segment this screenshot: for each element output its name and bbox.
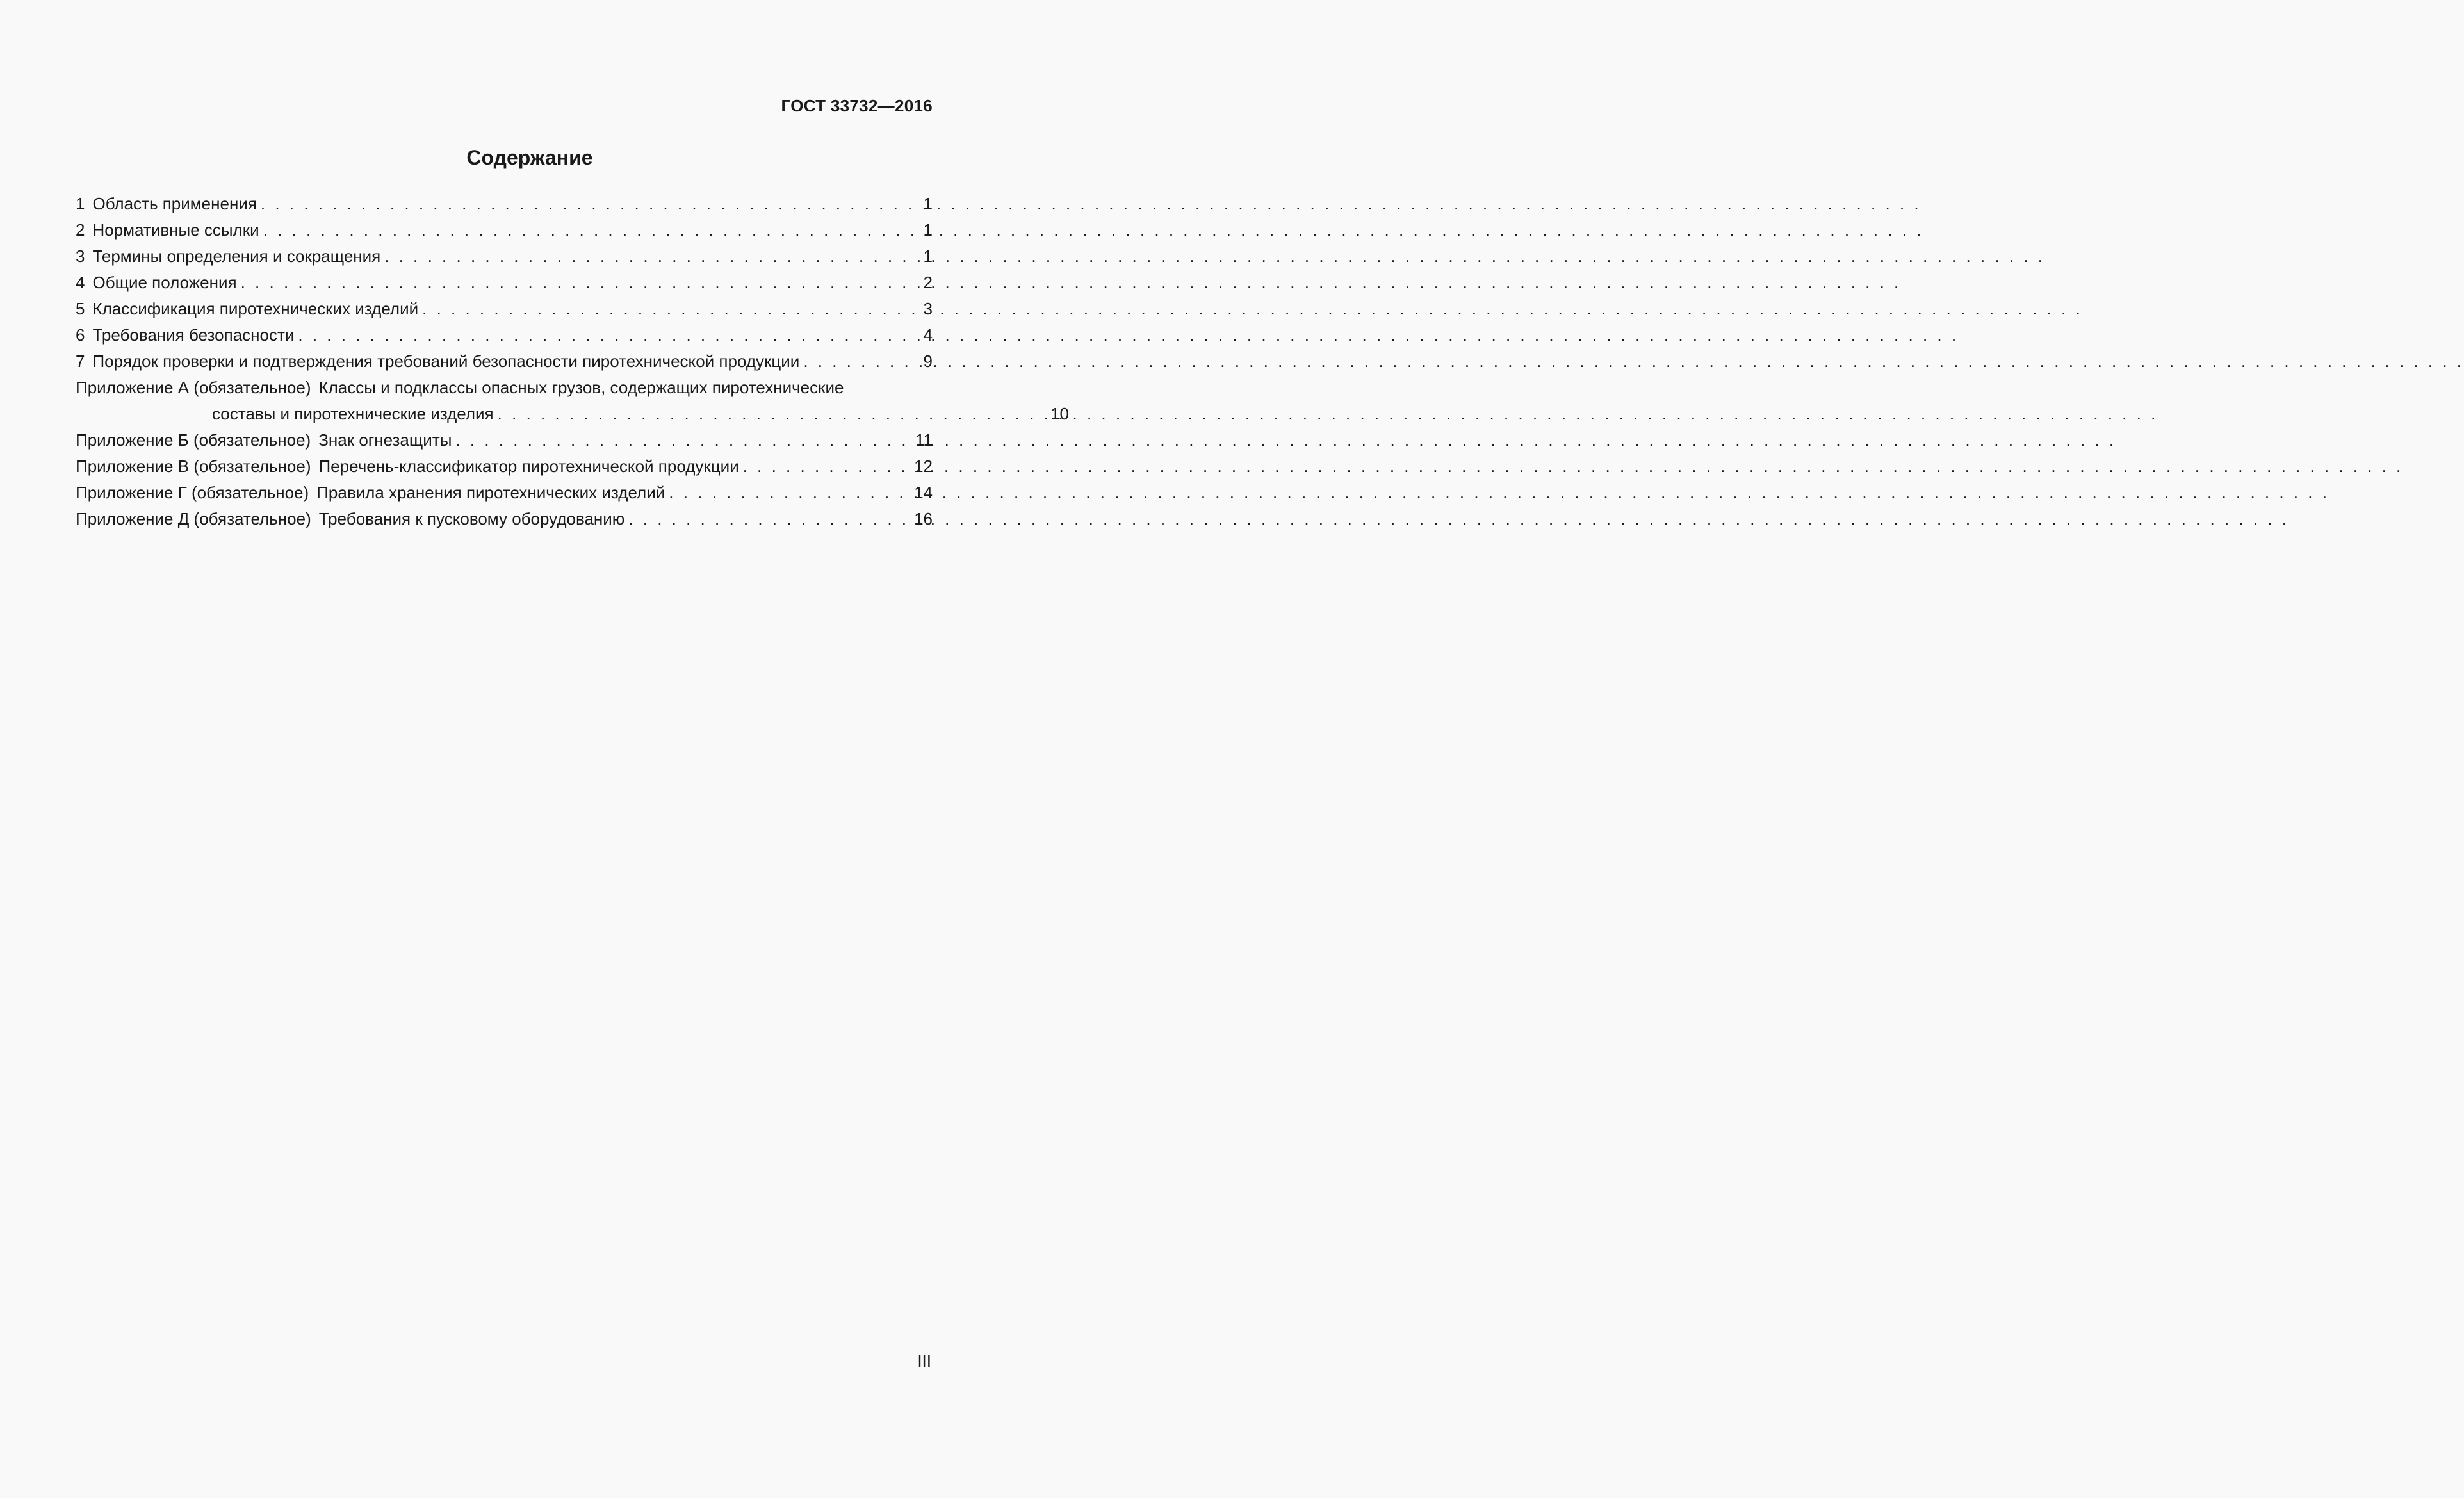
- toc-leader-dots: [263, 217, 922, 243]
- toc-appendix-label: Приложение Г (обязательное): [76, 483, 309, 502]
- toc-item-4[interactable]: [76, 270, 933, 296]
- toc-item-title: Классификация пиротехнических изделий: [92, 299, 419, 318]
- toc-appendix-page: 10: [1050, 404, 1069, 423]
- toc-item-title: Термины определения и сокращения: [92, 247, 381, 266]
- table-of-contents: [76, 191, 1069, 532]
- toc-appendix-page: 12: [914, 457, 933, 476]
- toc-item-number: 4: [76, 273, 85, 292]
- toc-item-3[interactable]: [76, 243, 933, 270]
- toc-leader-dots: [669, 480, 913, 506]
- toc-appendix-a[interactable]: [76, 375, 1069, 427]
- toc-leader-dots: [743, 453, 913, 480]
- toc-appendix-label: Приложение Д (обязательное): [76, 509, 311, 528]
- toc-appendix-title: Знак огнезащиты: [318, 430, 452, 450]
- toc-item-number: 6: [76, 325, 85, 345]
- toc-leader-dots: [422, 296, 922, 322]
- toc-item-page: 3: [923, 299, 933, 318]
- toc-item-title: Область применения: [92, 194, 257, 213]
- toc-item-7[interactable]: [76, 348, 933, 375]
- toc-appendix-b[interactable]: [76, 427, 933, 453]
- toc-appendix-title-continued: составы и пиротехнические изделия: [212, 404, 494, 423]
- toc-item-5[interactable]: [76, 296, 933, 322]
- toc-leader-dots: [298, 322, 922, 348]
- toc-item-page: 1: [923, 220, 933, 240]
- toc-appendix-page: 11: [915, 430, 933, 450]
- toc-appendix-title: Классы и подклассы опасных грузов, содержащих пиротехнические: [318, 378, 844, 397]
- toc-item-page: 1: [923, 247, 933, 266]
- toc-item-number: 2: [76, 220, 85, 240]
- toc-appendix-title: Правила хранения пиротехнических изделий: [316, 483, 665, 502]
- toc-leader-dots: [498, 401, 1049, 427]
- toc-leader-dots: [384, 243, 922, 270]
- toc-appendix-g[interactable]: [76, 480, 933, 506]
- toc-appendix-d[interactable]: [76, 506, 933, 532]
- toc-appendix-v[interactable]: [76, 453, 933, 480]
- toc-item-page: 9: [923, 352, 933, 371]
- page-number: III: [917, 1351, 931, 1371]
- toc-item-1[interactable]: [76, 191, 933, 217]
- toc-appendix-page: 16: [914, 509, 933, 528]
- toc-item-number: 3: [76, 247, 85, 266]
- toc-item-2[interactable]: [76, 217, 933, 243]
- toc-item-title: Общие положения: [92, 273, 237, 292]
- toc-appendix-label: Приложение Б (обязательное): [76, 430, 311, 450]
- toc-item-page: 4: [923, 325, 933, 345]
- document-id: ГОСТ 33732—2016: [781, 96, 933, 115]
- toc-appendix-title: Перечень-классификатор пиротехнической продукции: [318, 457, 739, 476]
- toc-leader-dots: [455, 427, 914, 453]
- toc-item-title: Нормативные ссылки: [92, 220, 259, 240]
- toc-item-number: 5: [76, 299, 85, 318]
- toc-item-title: Порядок проверки и подтверждения требований безопасности пиротехнической продукции: [92, 352, 800, 371]
- toc-item-number: 7: [76, 352, 85, 371]
- toc-item-6[interactable]: [76, 322, 933, 348]
- toc-appendix-label: Приложение А (обязательное): [76, 378, 311, 397]
- toc-leader-dots: [628, 506, 913, 532]
- toc-item-title: Требования безопасности: [92, 325, 295, 345]
- toc-item-page: 2: [923, 273, 933, 292]
- toc-item-number: 1: [76, 194, 85, 213]
- toc-appendix-title: Требования к пусковому оборудованию: [318, 509, 625, 528]
- toc-leader-dots: [803, 348, 922, 375]
- toc-appendix-label: Приложение В (обязательное): [76, 457, 311, 476]
- toc-leader-dots: [261, 191, 922, 217]
- toc-title: Содержание: [466, 146, 593, 169]
- toc-leader-dots: [241, 270, 922, 296]
- toc-appendix-page: 14: [914, 483, 933, 502]
- toc-item-page: 1: [923, 194, 933, 213]
